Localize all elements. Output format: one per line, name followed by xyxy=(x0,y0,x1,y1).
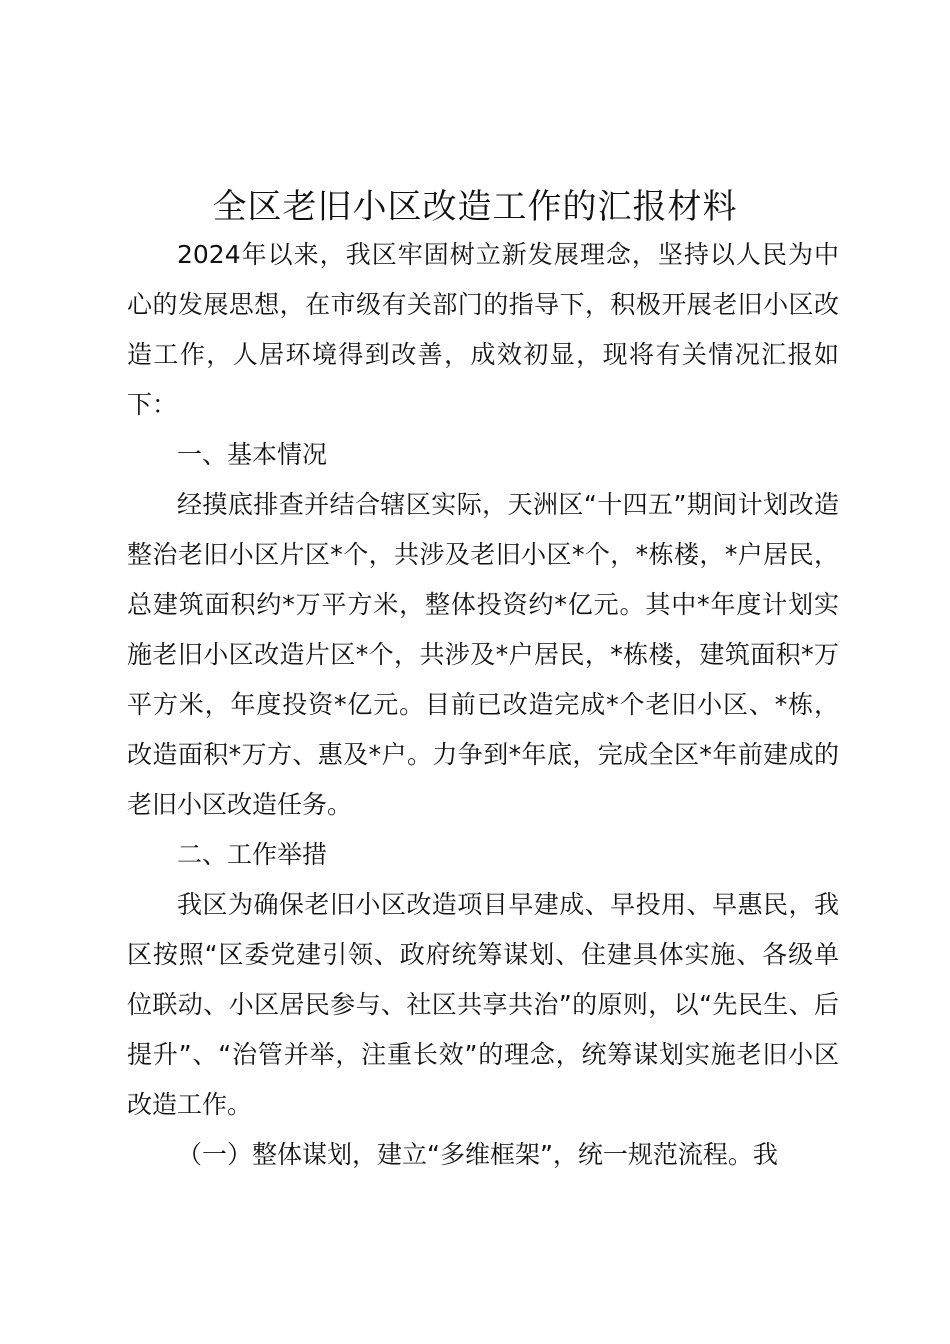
basic-situation-paragraph: 经摸底排查并结合辖区实际，天洲区“十四五”期间计划改造整治老旧小区片区*个，共涉及老旧小区*个，*栋楼，*户居民，总建筑面积约*万平方米，整体投资约*亿元。其中*年度计划实施老旧小区改造片区*个，共涉及*户居民，*栋楼，建筑面积*万平方米，年度投资*亿元。目前已改造完成*个老旧小区、*栋，改造面积*万方、惠及*户。力争到*年底，完成全区*年前建成的老旧小区改造任务。 xyxy=(127,490,839,819)
intro-paragraph: 2024年以来，我区牢固树立新发展理念，坚持以人民为中心的发展思想，在市级有关部门的指导下，积极开展老旧小区改造工作，人居环境得到改善，成效初显，现将有关情况汇报如下： xyxy=(127,240,839,419)
section-heading-basic-situation: 一、基本情况 xyxy=(177,440,328,469)
document-title: 全区老旧小区改造工作的汇报材料 xyxy=(212,187,738,227)
work-measures-paragraph: 我区为确保老旧小区改造项目早建成、早投用、早惠民，我区按照“区委党建引领、政府统筹谋划、住建具体实施、各级单位联动、小区居民参与、社区共享共治”的原则，以“先民生、后提升”、“治管并举，注重长效”的理念，统筹谋划实施老旧小区改造工作。 xyxy=(127,890,839,1119)
document-body xyxy=(127,230,839,1180)
subsection-paragraph: （一）整体谋划，建立“多维框架”，统一规范流程。我 xyxy=(177,1140,778,1169)
section-heading-work-measures: 二、工作举措 xyxy=(177,840,328,869)
